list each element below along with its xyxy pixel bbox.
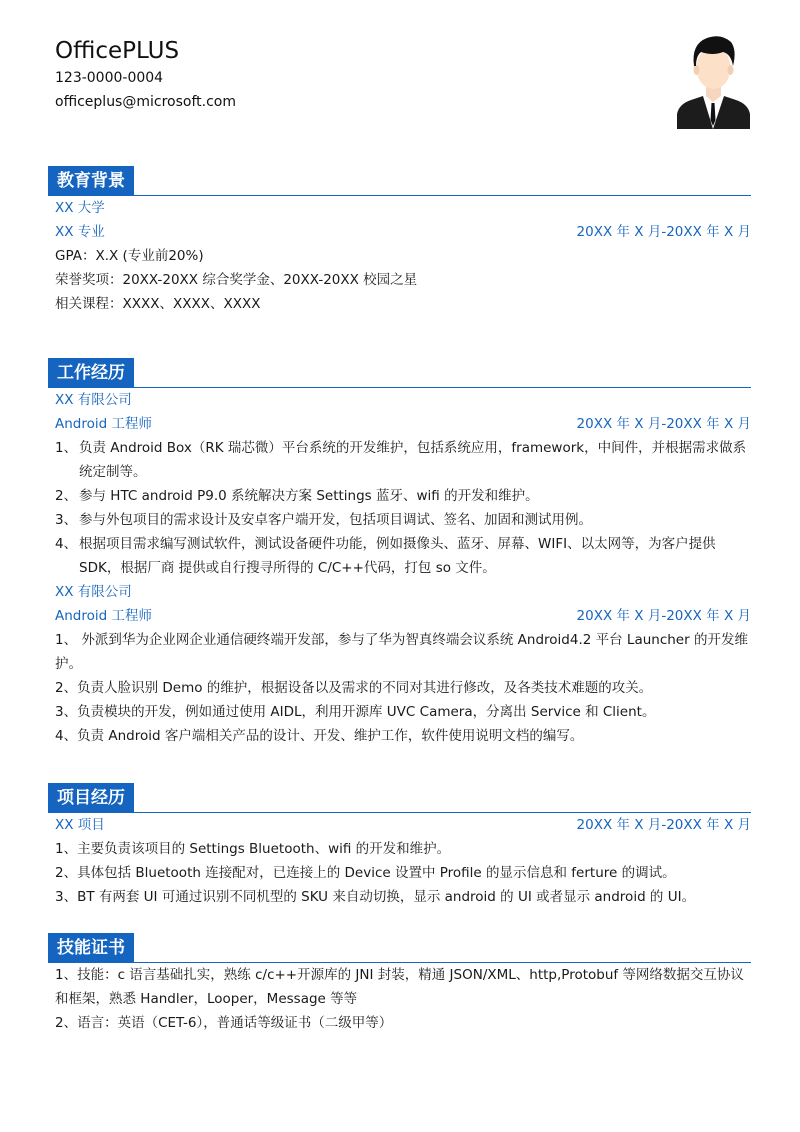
project-section (48, 783, 751, 909)
date-range: 20XX 年 X 月-20XX 年 X 月 (576, 224, 751, 240)
email-address: officeplus@microsoft.com (55, 94, 236, 110)
school-name: XX 大学 (55, 200, 105, 216)
item-number: 1、 (55, 440, 78, 456)
date-range: 20XX 年 X 月-20XX 年 X 月 (576, 817, 751, 833)
list-item: 1、 外派到华为企业网企业通信硬终端开发部，参与了华为智真终端会议系统 Android4.2 平台 Launcher 的开发维护。 (55, 632, 748, 672)
item-text: 参与 HTC android P9.0 系统解决方案 Settings 蓝牙、wifi 的开发和维护。 (79, 488, 539, 504)
project-name: XX 项目 (55, 817, 105, 833)
role-row (55, 604, 751, 628)
person-avatar-icon (677, 30, 750, 129)
skills-body (48, 963, 751, 1035)
date-range: 20XX 年 X 月-20XX 年 X 月 (576, 416, 751, 432)
work-body (48, 388, 751, 748)
education-body (48, 196, 751, 316)
honors-line: 荣誉奖项：20XX-20XX 综合奖学金、20XX-20XX 校园之星 (55, 272, 418, 288)
section-title: 技能证书 (48, 933, 134, 963)
section-title: 工作经历 (48, 358, 134, 388)
list-item: 3、负责模块的开发，例如通过使用 AIDL，利用开源库 UVC Camera，分离出 Service 和 Client。 (55, 704, 656, 720)
role-title: Android 工程师 (55, 416, 152, 432)
major-name: XX 专业 (55, 224, 105, 240)
phone-number: 123-0000-0004 (55, 70, 164, 86)
item-text: 负责 Android Box（RK 瑞芯微）平台系统的开发维护，包括系统应用，framework，中间件，并根据需求做系统定制等。 (79, 440, 747, 480)
role-row (55, 412, 751, 436)
section-title: 项目经历 (48, 783, 134, 813)
list-item (55, 508, 751, 532)
work-section (48, 358, 751, 748)
section-divider (48, 387, 751, 388)
section-divider (48, 812, 751, 813)
skills-header (48, 933, 751, 963)
item-text: 根据项目需求编写测试软件，测试设备硬件功能，例如摄像头、蓝牙、屏幕、WIFI、以太网等，为客户提供 SDK，根据厂商 提供或自行搜寻所得的 C/C++代码，打包 so 文件。 (79, 536, 716, 576)
courses-line: 相关课程：XXXX、XXXX、XXXX (55, 296, 261, 312)
section-divider (48, 195, 751, 196)
candidate-name: OfficePLUS (55, 38, 180, 64)
list-item: 4、负责 Android 客户端相关产品的设计、开发、维护工作，软件使用说明文档的编写。 (55, 728, 584, 744)
list-item (55, 532, 751, 580)
work-header (48, 358, 751, 388)
list-item (55, 436, 751, 484)
company-name: XX 有限公司 (55, 392, 132, 408)
gpa-line: GPA：X.X (专业前20%) (55, 248, 204, 264)
project-body (48, 813, 751, 909)
project-row (55, 813, 751, 837)
education-section (48, 166, 751, 316)
list-item (55, 484, 751, 508)
item-text: 参与外包项目的需求设计及安卓客户端开发，包括项目调试、签名、加固和测试用例。 (79, 512, 592, 528)
list-item: 2、负责人脸识别 Demo 的维护，根据设备以及需求的不同对其进行修改，及各类技术难题的攻关。 (55, 680, 653, 696)
item-number: 4、 (55, 536, 78, 552)
skills-section (48, 933, 751, 1035)
section-title: 教育背景 (48, 166, 134, 196)
education-header (48, 166, 751, 196)
list-item: 3、BT 有两套 UI 可通过识别不同机型的 SKU 来自动切换，显示 android 的 UI 或者显示 android 的 UI。 (55, 889, 696, 905)
project-header (48, 783, 751, 813)
section-divider (48, 962, 751, 963)
list-item: 1、主要负责该项目的 Settings Bluetooth、wifi 的开发和维护。 (55, 841, 451, 857)
list-item: 2、语言：英语（CET-6），普通话等级证书（二级甲等） (55, 1015, 393, 1031)
list-item: 2、具体包括 Bluetooth 连接配对，已连接上的 Device 设置中 Profile 的显示信息和 ferture 的调试。 (55, 865, 676, 881)
company-name: XX 有限公司 (55, 584, 132, 600)
role-title: Android 工程师 (55, 608, 152, 624)
date-range: 20XX 年 X 月-20XX 年 X 月 (576, 608, 751, 624)
resume-header (55, 36, 236, 114)
major-row (55, 220, 751, 244)
list-item: 1、技能：c 语言基础扎实，熟练 c/c++开源库的 JNI 封装，精通 JSON/XML、http,Protobuf 等网络数据交互协议和框架，熟悉 Handler，Looper，Message 等等 (55, 967, 744, 1007)
item-number: 2、 (55, 488, 78, 504)
item-number: 3、 (55, 512, 78, 528)
